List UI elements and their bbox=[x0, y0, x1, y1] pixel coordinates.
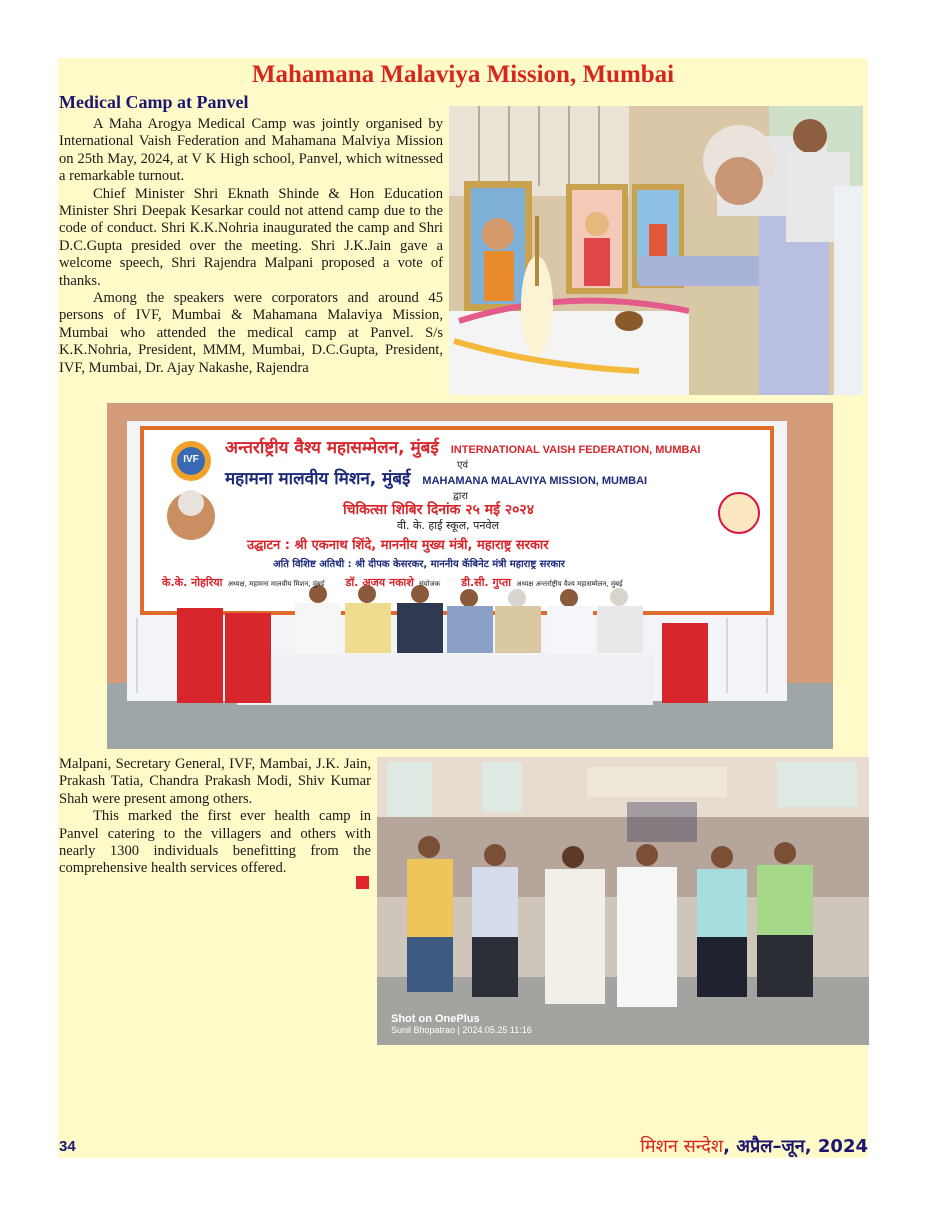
banner-logo-text: IVF bbox=[183, 454, 199, 465]
footer-issue-date: , अप्रैल–जून, 2024 bbox=[723, 1136, 868, 1157]
paragraph-4: This marked the first ever health camp in Panvel catering to the villagers and others with nearly 1300 individuals benefitting from the comprehensive health services offered. bbox=[59, 808, 371, 877]
lamp-lighting-image bbox=[449, 106, 863, 395]
banner-ivf-english: INTERNATIONAL VAISH FEDERATION, MUMBAI bbox=[450, 444, 701, 456]
banner-role-nakashe: संयोजक bbox=[418, 580, 441, 588]
banner-line-1 bbox=[225, 435, 700, 458]
audience-image bbox=[377, 757, 869, 1045]
banner-name-gupta: डी.सी. गुप्ता bbox=[461, 576, 512, 589]
paragraph-1: A Maha Arogya Medical Camp was jointly organised by International Vaish Federation and Mahamana Malviya Mission on 25th May, 2024, at V K High school, Panvel, which witnessed a remarkable turnout. bbox=[59, 116, 443, 185]
article-column-bottom bbox=[59, 756, 371, 878]
paragraph-3a: Among the speakers were corporators and around 45 persons of IVF, Mumbai & Mahamana Malaviya Mission, Mumbai who attended the medical camp at Panvel. S/s K.K.Nohria, President, MMM, Mumbai, D.C.Gupta, President, IVF, Mumbai, Dr. Ajay Nakashe, Rajendra bbox=[59, 290, 443, 376]
footer-magazine-issue bbox=[640, 1134, 868, 1158]
camera-watermark bbox=[391, 1013, 532, 1035]
banner-camp-date: चिकित्सा शिबिर दिनांक २५ मई २०२४ bbox=[343, 502, 534, 518]
article-end-mark bbox=[356, 876, 369, 889]
banner-dwara: द्वारा bbox=[453, 491, 469, 502]
banner-chief-guest: अति विशिष्ट अतिथी : श्री दीपक केसरकर, माननीय कॅबिनेट मंत्री महाराष्ट्र सरकार bbox=[273, 559, 565, 570]
banner-venue: वी. के. हाई स्कूल, पनवेल bbox=[397, 519, 500, 532]
banner-evam: एवं bbox=[457, 460, 469, 471]
banner-name-nakashe: डॉ. अजय नकाशे bbox=[345, 576, 414, 589]
banner-role-nohria: अध्यक्ष, महामना मालवीय मिशन, मुंबई bbox=[227, 580, 325, 588]
watermark-title: Shot on OnePlus bbox=[391, 1013, 480, 1025]
banner-ivf-hindi: अन्तर्राष्ट्रीय वैश्य महासम्मेलन, मुंबई bbox=[225, 438, 439, 458]
banner-name-nohria: के.के. नोहरिया bbox=[162, 576, 223, 589]
banner-role-gupta: अध्यक्ष अन्तर्राष्ट्रीय वैश्य महासम्मेलन, मुंबई bbox=[516, 580, 623, 588]
page-number: 34 bbox=[59, 1138, 76, 1155]
paragraph-3b: Malpani, Secretary General, IVF, Mambai, J.K. Jain, Prakash Tatia, Chandra Prakash Modi, Shiv Kumar Shah were present among others. bbox=[59, 756, 371, 807]
banner-inauguration: उद्घाटन : श्री एकनाथ शिंदे, माननीय मुख्य मंत्री, महाराष्ट्र सरकार bbox=[247, 538, 549, 553]
watermark-meta: Sunil Bhopatrao | 2024.05.25 11:16 bbox=[391, 1025, 532, 1035]
banner-mmm-hindi: महामना मालवीय मिशन, मुंबई bbox=[225, 469, 411, 489]
photo-lamp-lighting bbox=[449, 106, 863, 395]
article-column-top bbox=[59, 116, 443, 377]
photo-audience-group bbox=[377, 757, 869, 1045]
article-subtitle: Medical Camp at Panvel bbox=[59, 92, 249, 112]
page-title: Mahamana Malaviya Mission, Mumbai bbox=[251, 61, 675, 88]
footer-magazine-name: मिशन सन्देश bbox=[640, 1136, 724, 1157]
banner-names-row bbox=[162, 571, 622, 590]
banner-mmm-english: MAHAMANA MALAVIYA MISSION, MUMBAI bbox=[422, 475, 648, 487]
photo-stage-banner bbox=[107, 403, 833, 749]
banner-line-2 bbox=[225, 466, 647, 489]
paragraph-2: Chief Minister Shri Eknath Shinde & Hon Education Minister Shri Deepak Kesarkar could not attend camp due to the code of conduct. Shri K.K.Nohria inaugurated the camp and Shri D.C.Gupta presided over the meeting. Shri J.K.Jain gave a welcome speech, Shri Rajendra Malpani proposed a vote of thanks. bbox=[59, 185, 443, 289]
